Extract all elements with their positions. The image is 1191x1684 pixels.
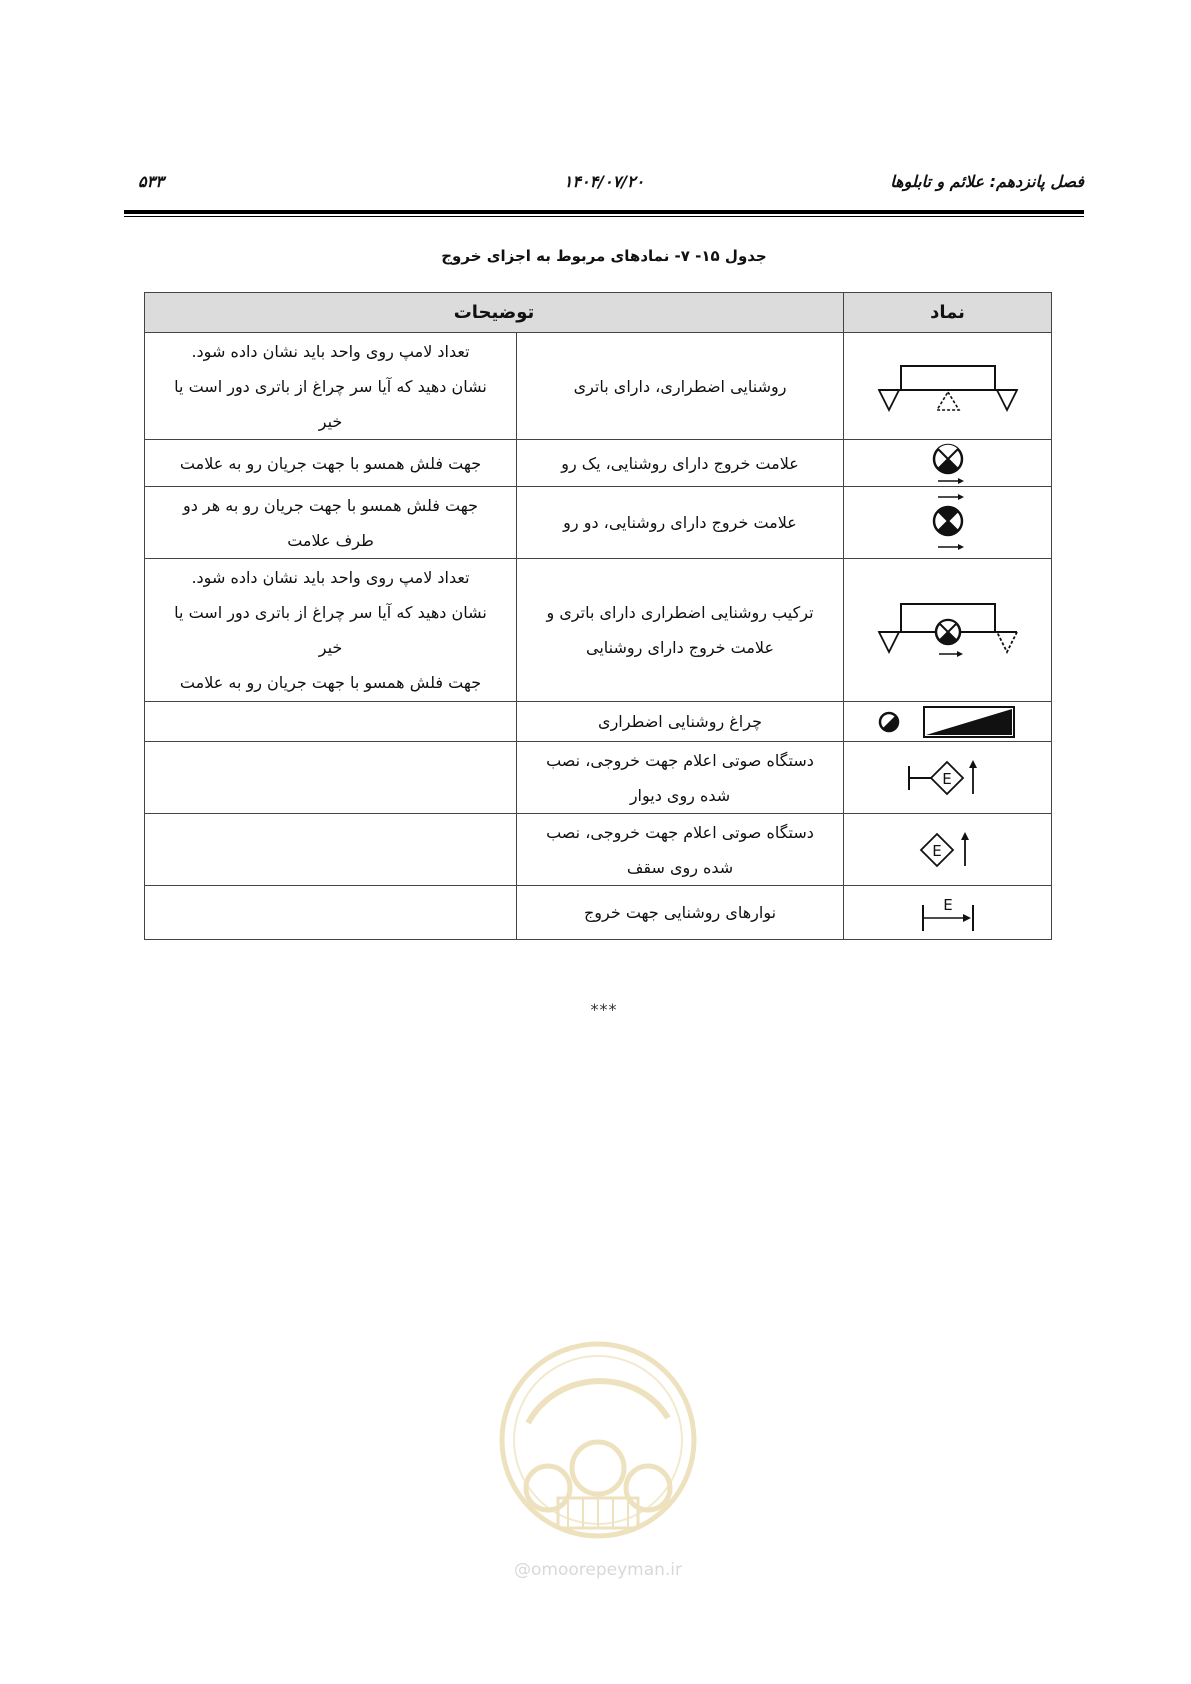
note-line: خیر <box>318 638 343 657</box>
note-line: جهت فلش همسو با جهت جریان رو به هر دو <box>182 495 479 515</box>
note-line: تعداد لامپ روی واحد باید نشان داده شود. <box>191 341 470 361</box>
table-header-row <box>145 293 1052 333</box>
symbol-letter: E <box>941 769 952 788</box>
symbol-name <box>517 559 844 702</box>
symbol-notes <box>145 886 517 940</box>
note-line: جهت فلش همسو با جهت جریان رو به علامت <box>179 453 482 473</box>
symbol-cell <box>844 886 1052 940</box>
publisher-logo-icon <box>488 1328 708 1558</box>
page-header <box>124 172 1084 196</box>
symbol-cell <box>844 440 1052 487</box>
table-row <box>145 886 1052 940</box>
publisher-watermark <box>488 1328 708 1580</box>
symbol-name: چراغ روشنایی اضطراری <box>517 702 844 742</box>
symbol-name <box>517 814 844 886</box>
symbol-notes <box>145 702 517 742</box>
symbol-name: روشنایی اضطراری، دارای باتری <box>517 333 844 440</box>
symbol-notes <box>145 814 517 886</box>
symbol-cell <box>844 333 1052 440</box>
table-row <box>145 440 1052 487</box>
table-row <box>145 742 1052 814</box>
name-line: شده روی سقف <box>626 857 734 877</box>
page-number: ۵۳۳ <box>138 172 164 191</box>
exit-light-strip-icon <box>913 891 983 935</box>
name-line: علامت خروج دارای روشنایی <box>586 638 775 657</box>
chapter-title: فصل پانزدهم: علائم و تابلوها <box>890 172 1084 191</box>
table-row <box>145 559 1052 702</box>
table-caption: جدول ۱۵- ۷- نمادهای مربوط به اجزای خروج <box>441 247 767 265</box>
note-line: خیر <box>318 411 343 431</box>
exit-sound-device-wall-icon <box>903 756 993 800</box>
symbol-name: علامت خروج دارای روشنایی، دو رو <box>517 487 844 559</box>
symbol-name: نوارهای روشنایی جهت خروج <box>517 886 844 940</box>
symbol-name: علامت خروج دارای روشنایی، یک رو <box>517 440 844 487</box>
exit-sound-device-ceiling-icon <box>913 828 983 872</box>
combined-emergency-exit-icon <box>873 598 1023 662</box>
symbol-letter: E <box>931 841 942 860</box>
symbols-table <box>144 292 1052 940</box>
header-description: توضیحات <box>145 293 844 333</box>
note-line: نشان دهید که آیا سر چراغ از باتری دور است یا <box>174 376 487 396</box>
symbol-cell <box>844 814 1052 886</box>
note-line: طرف علامت <box>287 530 374 550</box>
symbol-cell <box>844 742 1052 814</box>
note-line: جهت فلش همسو با جهت جریان رو به علامت <box>179 673 482 692</box>
symbol-name <box>517 742 844 814</box>
section-end-stars: *** <box>590 1000 618 1019</box>
header-symbol: نماد <box>844 293 1052 333</box>
table-row <box>145 487 1052 559</box>
symbol-letter: E <box>942 895 953 914</box>
symbol-notes <box>145 440 517 487</box>
symbol-notes <box>145 559 517 702</box>
header-rule <box>124 210 1084 214</box>
symbol-notes <box>145 487 517 559</box>
table-row <box>145 814 1052 886</box>
note-line: تعداد لامپ روی واحد باید نشان داده شود. <box>191 568 470 587</box>
symbol-cell <box>844 702 1052 742</box>
header-rule-thin <box>124 216 1084 217</box>
symbol-cell <box>844 559 1052 702</box>
name-line: دستگاه صوتی اعلام جهت خروجی، نصب <box>546 822 814 842</box>
table-row <box>145 702 1052 742</box>
emergency-luminaire-icon <box>873 704 1023 740</box>
name-line: شده روی دیوار <box>629 785 731 805</box>
exit-sign-double-face-icon <box>926 491 970 555</box>
emergency-lighting-battery-icon <box>873 358 1023 414</box>
watermark-site: @omoorepeyman.ir <box>513 1560 683 1580</box>
name-line: دستگاه صوتی اعلام جهت خروجی، نصب <box>546 750 814 770</box>
name-line: ترکیب روشنایی اضطراری دارای باتری و <box>546 603 814 622</box>
exit-sign-single-face-icon <box>926 441 970 485</box>
symbol-notes <box>145 333 517 440</box>
symbol-cell <box>844 487 1052 559</box>
page-date: ۱۴۰۴/۰۷/۲۰ <box>563 172 645 191</box>
note-line: نشان دهید که آیا سر چراغ از باتری دور است یا <box>174 603 487 622</box>
table-row <box>145 333 1052 440</box>
symbol-notes <box>145 742 517 814</box>
